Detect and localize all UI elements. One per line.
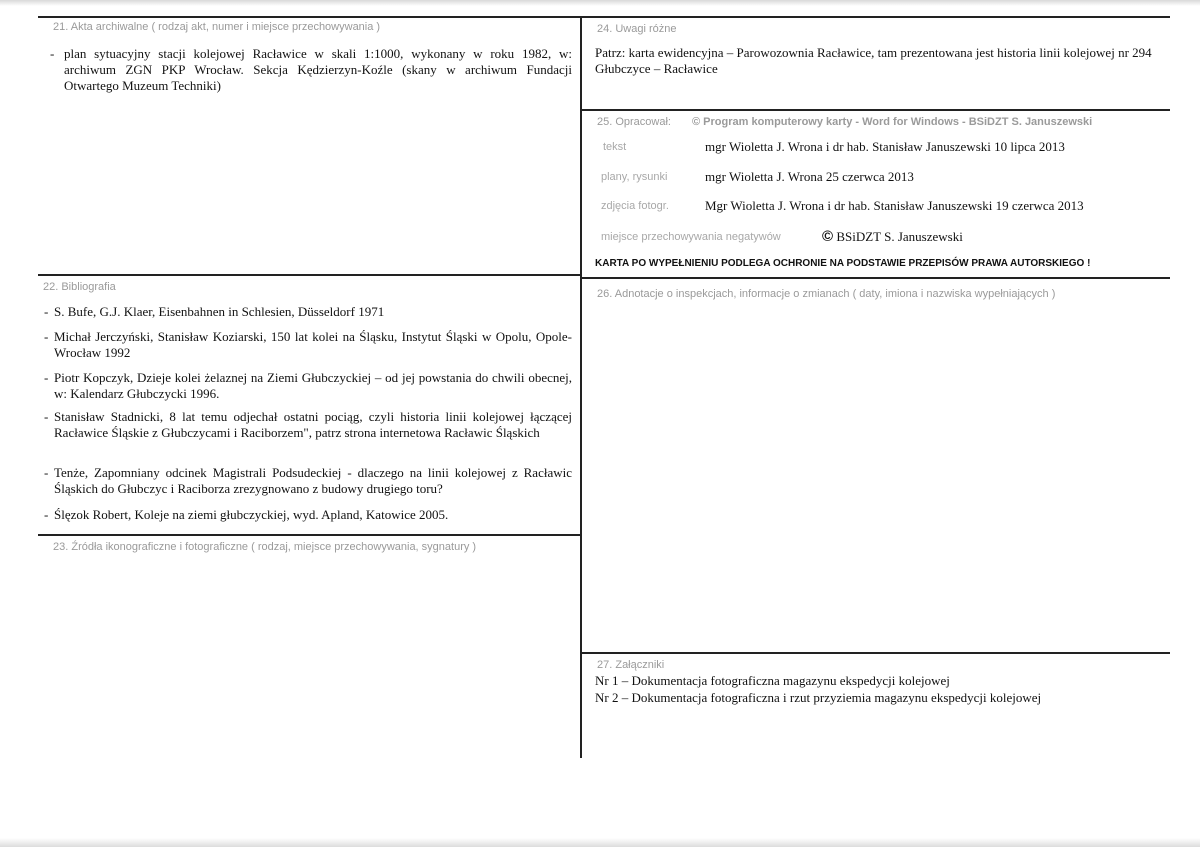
section-24-header: 24. Uwagi różne <box>597 23 677 35</box>
divider-26-27 <box>582 652 1170 654</box>
author-label-negatives: miejsce przechowywania negatywów <box>601 231 781 243</box>
author-label-plans: plany, rysunki <box>601 171 668 183</box>
center-divider <box>580 16 582 758</box>
author-value-plans: mgr Wioletta J. Wrona 25 czerwca 2013 <box>705 169 914 184</box>
bibliography-item <box>44 329 572 361</box>
bibliography-text: Tenże, Zapomniany odcinek Magistrali Podsudeckiej - dlaczego na linii kolejowej z Racławic Śląskich do Głubczyc i Raciborza zrezygnowano z budowy drugiego toru? <box>54 465 572 496</box>
program-credit: © Program komputerowy karty - Word for Windows - BSiDZT S. Januszewski <box>692 116 1093 128</box>
bibliography-item <box>44 304 572 320</box>
bibliography-text: Ślęzok Robert, Koleje na ziemi głubczyckiej, wyd. Apland, Katowice 2005. <box>54 507 449 522</box>
bibliography-text: Michał Jerczyński, Stanisław Koziarski, 150 lat kolei na Śląsku, Instytut Śląski w Opolu, Opole-Wrocław 1992 <box>54 329 572 360</box>
bibliography-item <box>44 507 572 523</box>
section-22-header: 22. Bibliografia <box>43 281 116 293</box>
section-26-header: 26. Adnotacje o inspekcjach, informacje o zmianach ( daty, imiona i nazwiska wypełniających ) <box>597 288 1056 300</box>
copyright-warning: KARTA PO WYPEŁNIENIU PODLEGA OCHRONIE NA PODSTAWIE PRZEPISÓW PRAWA AUTORSKIEGO ! <box>595 258 1091 269</box>
author-value-text: mgr Wioletta J. Wrona i dr hab. Stanisław Januszewski 10 lipca 2013 <box>705 139 1065 154</box>
list-bullet: - <box>50 46 55 61</box>
list-bullet: - <box>44 507 49 522</box>
author-label-text: tekst <box>603 141 627 153</box>
copyright-symbol: © <box>822 228 834 245</box>
scan-bottom-shadow <box>0 838 1200 847</box>
divider-25-26 <box>582 277 1170 279</box>
list-bullet: - <box>44 465 49 480</box>
list-bullet: - <box>44 329 49 344</box>
list-bullet: - <box>44 304 49 319</box>
bibliography-item <box>44 370 572 402</box>
bibliography-text: Piotr Kopczyk, Dzieje kolei żelaznej na Ziemi Głubczyckiej – od jej powstania do chwili obecnej, w: Kalendarz Głubczycki 1996. <box>54 370 572 401</box>
attachment-item: Nr 1 – Dokumentacja fotograficzna magazynu ekspedycji kolejowej <box>595 673 950 688</box>
remarks-text: Patrz: karta ewidencyjna – Parowozownia Racławice, tam prezentowana jest historia linii kolejowej nr 294 Głubczyce – Racławice <box>595 45 1152 76</box>
bibliography-item <box>44 465 572 497</box>
section-25-header: 25. Opracował: <box>597 116 671 128</box>
bibliography-item <box>44 409 572 441</box>
top-border <box>38 16 1170 18</box>
divider-21-22 <box>38 274 582 276</box>
section-27-header: 27. Załączniki <box>597 659 665 671</box>
scan-top-shadow <box>0 0 1200 6</box>
author-value-photos: Mgr Wioletta J. Wrona i dr hab. Stanisław Januszewski 19 czerwca 2013 <box>705 198 1084 213</box>
author-value-negatives <box>822 229 963 245</box>
bibliography-text: Stanisław Stadnicki, 8 lat temu odjechał ostatni pociąg, czyli historia linii kolejowej łączącej Racławice Śląskie z Głubczycami i Raciborzem", patrz strona internetowa Racławic Śląskich <box>54 409 572 440</box>
author-label-photos: zdjęcia fotogr. <box>601 200 669 212</box>
negatives-owner: BSiDZT S. Januszewski <box>836 229 963 244</box>
divider-22-23 <box>38 534 582 536</box>
divider-24-25 <box>582 109 1170 111</box>
section-21-header: 21. Akta archiwalne ( rodzaj akt, numer i miejsce przechowywania ) <box>53 21 381 33</box>
list-bullet: - <box>44 409 49 424</box>
attachment-item: Nr 2 – Dokumentacja fotograficzna i rzut przyziemia magazynu ekspedycji kolejowej <box>595 690 1042 705</box>
section-23-header: 23. Źródła ikonograficzne i fotograficzne ( rodzaj, miejsce przechowywania, sygnatury ) <box>53 541 477 553</box>
archive-item: plan sytuacyjny stacji kolejowej Racławice w skali 1:1000, wykonany w roku 1982, w: archiwum ZGN PKP Wrocław. Sekcja Kędzierzyn-Koźle (skany w archiwum Fundacji Otwartego Muzeum Techniki) <box>64 46 572 93</box>
bibliography-text: S. Bufe, G.J. Klaer, Eisenbahnen in Schlesien, Düsseldorf 1971 <box>54 304 385 319</box>
list-bullet: - <box>44 370 49 385</box>
